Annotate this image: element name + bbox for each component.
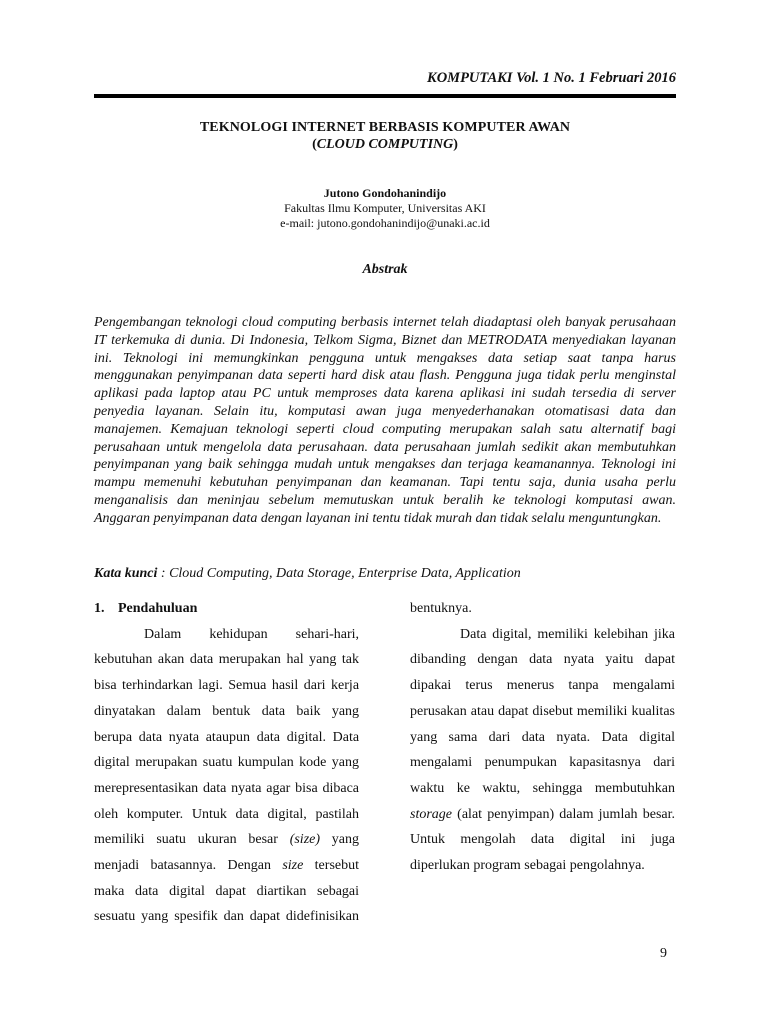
text-fragment	[216, 858, 227, 873]
text-fragment: merepresentasikan	[94, 780, 199, 796]
text-fragment: diartikan	[256, 883, 307, 899]
title-paren-close: )	[453, 137, 458, 152]
paragraph-2-term-storage: storage	[410, 806, 452, 822]
text-fragment	[326, 730, 333, 745]
text-fragment	[199, 730, 206, 745]
section-title: Pendahuluan	[118, 601, 198, 616]
text-fragment: data	[261, 703, 286, 719]
text-fragment	[145, 832, 157, 847]
text-fragment: menjadi	[94, 858, 140, 874]
text-fragment: baik	[296, 703, 321, 719]
text-fragment	[278, 832, 290, 847]
text-fragment: dinyatakan	[94, 703, 156, 719]
text-fragment: hal	[286, 652, 304, 668]
text-fragment	[250, 730, 257, 745]
column-right	[410, 596, 675, 879]
text-fragment: data	[235, 806, 259, 822]
text-fragment: spesifik	[174, 909, 218, 925]
text-fragment	[321, 704, 332, 719]
italic-term: size	[282, 858, 304, 874]
text-fragment: suatu	[202, 755, 233, 771]
keywords	[94, 566, 676, 582]
keywords-value: Cloud Computing, Data Storage, Enterprise Data, Application	[169, 566, 521, 581]
text-fragment: yang	[141, 909, 169, 925]
text-fragment: kebutuhan	[94, 652, 153, 668]
text-fragment	[280, 730, 287, 745]
text-fragment: Dalam	[144, 626, 182, 642]
text-fragment	[237, 832, 249, 847]
text-fragment	[155, 704, 166, 719]
author-affiliation: Fakultas Ilmu Komputer, Universitas AKI	[284, 201, 486, 215]
text-fragment: sehari-hari,	[295, 626, 360, 642]
text-fragment: bentuknya.	[410, 601, 472, 616]
title-paren-open: (	[312, 137, 317, 152]
text-fragment: oleh	[94, 806, 119, 822]
text-fragment: dibaca	[322, 780, 360, 796]
text-fragment: data	[256, 729, 281, 745]
text-fragment: Data	[332, 729, 360, 745]
page-number: 9	[660, 946, 667, 961]
text-fragment: batasannya.	[150, 858, 217, 874]
text-fragment	[259, 807, 268, 822]
text-fragment: bentuk	[212, 703, 251, 719]
text-fragment	[186, 832, 198, 847]
text-fragment: agar	[266, 780, 291, 796]
text-fragment	[118, 807, 127, 822]
text-fragment: besar	[248, 832, 278, 848]
title-subtitle-italic: CLOUD COMPUTING	[316, 137, 454, 152]
text-fragment	[158, 884, 169, 899]
abstract-heading: Abstrak	[362, 262, 408, 277]
text-fragment: dan	[223, 909, 244, 925]
text-fragment: data	[189, 652, 214, 668]
text-fragment: hasil	[271, 678, 299, 694]
text-fragment: yang	[309, 652, 337, 668]
text-fragment	[139, 858, 150, 873]
paragraph-2	[410, 622, 675, 879]
text-fragment: lagi.	[198, 678, 223, 694]
text-fragment: Semua	[228, 678, 267, 694]
text-fragment: digital,	[267, 806, 307, 822]
author-email: e-mail: jutono.gondohanindijo@unaki.ac.id	[280, 216, 490, 230]
text-fragment: bisa	[295, 780, 318, 796]
journal-header	[94, 70, 676, 92]
section-heading	[94, 596, 359, 622]
text-fragment	[181, 627, 209, 642]
section-number: 1.	[94, 601, 105, 616]
text-fragment	[250, 704, 261, 719]
paragraph-2-text-a: Data digital, memiliki kelebihan jika dibanding dengan data nyata yaitu dapat dipakai terus menerus tanpa mengalami perusakan atau dapat disebut memiliki kualitas yang sama dari data nyata. Data digital mengalami penumpukan kapasitasnya dari waktu ke waktu, sehingga membutuhkan	[410, 626, 675, 796]
header-rule	[94, 94, 676, 98]
text-fragment	[303, 858, 314, 873]
keywords-separator: :	[157, 566, 170, 581]
text-fragment	[306, 884, 317, 899]
text-fragment	[183, 807, 192, 822]
journal-reference: KOMPUTAKI Vol. 1 No. 1 Februari 2016	[427, 70, 676, 86]
text-fragment: kehidupan	[209, 626, 268, 642]
text-fragment: digital	[169, 883, 205, 899]
text-fragment	[124, 884, 135, 899]
text-fragment: digital	[94, 755, 130, 771]
text-fragment	[271, 858, 282, 873]
text-fragment: maka	[94, 883, 125, 899]
text-fragment: sesuatu	[94, 909, 136, 925]
text-fragment: suatu	[156, 832, 186, 848]
italic-term: (size)	[289, 832, 321, 848]
text-fragment: bisa	[94, 678, 117, 694]
text-fragment: dalam	[166, 703, 201, 719]
text-fragment	[201, 704, 212, 719]
text-fragment: ukuran	[197, 832, 237, 848]
text-fragment	[227, 807, 236, 822]
text-fragment: yang	[331, 755, 360, 771]
title-main: TEKNOLOGI INTERNET BERBASIS KOMPUTER AWAN	[199, 120, 571, 135]
text-fragment: dari	[303, 678, 326, 694]
text-fragment: data	[138, 729, 163, 745]
keywords-label: Kata kunci	[94, 566, 158, 581]
author-name: Jutono Gondohanindijo	[323, 186, 447, 200]
text-fragment	[132, 730, 139, 745]
text-fragment: terhindarkan	[122, 678, 193, 694]
text-fragment: ataupun	[205, 729, 251, 745]
text-fragment: Dengan	[227, 858, 272, 874]
text-fragment: komputer.	[126, 806, 184, 822]
text-fragment: didefinisikan	[285, 909, 360, 925]
paragraph-1	[94, 622, 359, 930]
text-fragment: kode	[299, 755, 327, 771]
text-fragment: sebagai	[317, 883, 360, 899]
text-fragment: akan	[157, 652, 185, 668]
text-fragment: kerja	[331, 678, 360, 694]
text-fragment	[246, 884, 257, 899]
author-block	[94, 186, 676, 231]
text-fragment: merupakan	[218, 652, 281, 668]
text-fragment	[162, 730, 169, 745]
text-fragment	[205, 884, 216, 899]
text-fragment: tersebut	[314, 858, 359, 874]
text-fragment: merupakan	[135, 755, 198, 771]
abstract-body: Pengembangan teknologi cloud computing berbasis internet telah diadaptasi oleh banyak perusahaan IT terkemuka di dunia. Di Indonesia, Telkom Sigma, Biznet dan METRODATA menyediakan layanan ini. Teknologi ini memungkinkan pengguna untuk mengakses data setiap saat tanpa harus menggunakan penyimpanan data seperti hard disk atau flash. Pengguna juga tidak perlu menginstal aplikasi pada laptop atau PC untuk memproses data karena aplikasi ini sudah tersedia di server penyedia layanan. Selain itu, komputasi awan juga menyederhanakan otomatisasi data dan manajemen. Kemajuan teknologi seperti cloud computing merupakan salah satu alternatif bagi perusahaan untuk mengelola data perusahaan. data perusahaan jumlah sedikit akan membutuhkan penyimpanan yang baik sehingga mudah untuk mengakses dan terjaga keamanannya. Teknologi ini mampu memenuhi kebutuhan penyimpanan dan keamanan. Tapi tentu saja, dunia usaha perlu menganalisis dan meninjau sebelum memutuskan untuk beralih ke teknologi komputasi awan. Anggaran penyimpanan data dengan layanan ini tentu tidak murah dan tidak selalu menguntungkan.	[94, 315, 676, 526]
title-subtitle	[94, 137, 676, 153]
text-fragment: yang	[331, 703, 360, 719]
column-left	[94, 596, 359, 930]
text-fragment	[320, 832, 332, 847]
text-fragment: dapat	[249, 909, 281, 925]
text-fragment	[268, 627, 296, 642]
text-fragment: data	[202, 780, 227, 796]
paper-title	[94, 120, 676, 153]
text-fragment	[285, 704, 296, 719]
text-fragment: yang	[331, 832, 360, 848]
text-fragment: dapat	[215, 883, 246, 899]
paragraph-1-continued	[410, 596, 675, 622]
text-fragment: memiliki	[94, 832, 145, 848]
paragraph-2-text-b: (alat penyimpan) dalam jumlah besar. Untuk mengolah data digital ini juga diperlukan program sebagai pengolahnya.	[410, 806, 675, 874]
text-fragment: digital.	[286, 729, 326, 745]
text-fragment: pastilah	[315, 806, 360, 822]
text-fragment: kumpulan	[237, 755, 294, 771]
text-fragment: nyata	[168, 729, 200, 745]
text-fragment: nyata	[231, 780, 262, 796]
text-fragment: berupa	[94, 729, 133, 745]
text-fragment: Untuk	[191, 806, 227, 822]
text-fragment: tak	[341, 652, 360, 668]
text-fragment: data	[135, 883, 159, 899]
